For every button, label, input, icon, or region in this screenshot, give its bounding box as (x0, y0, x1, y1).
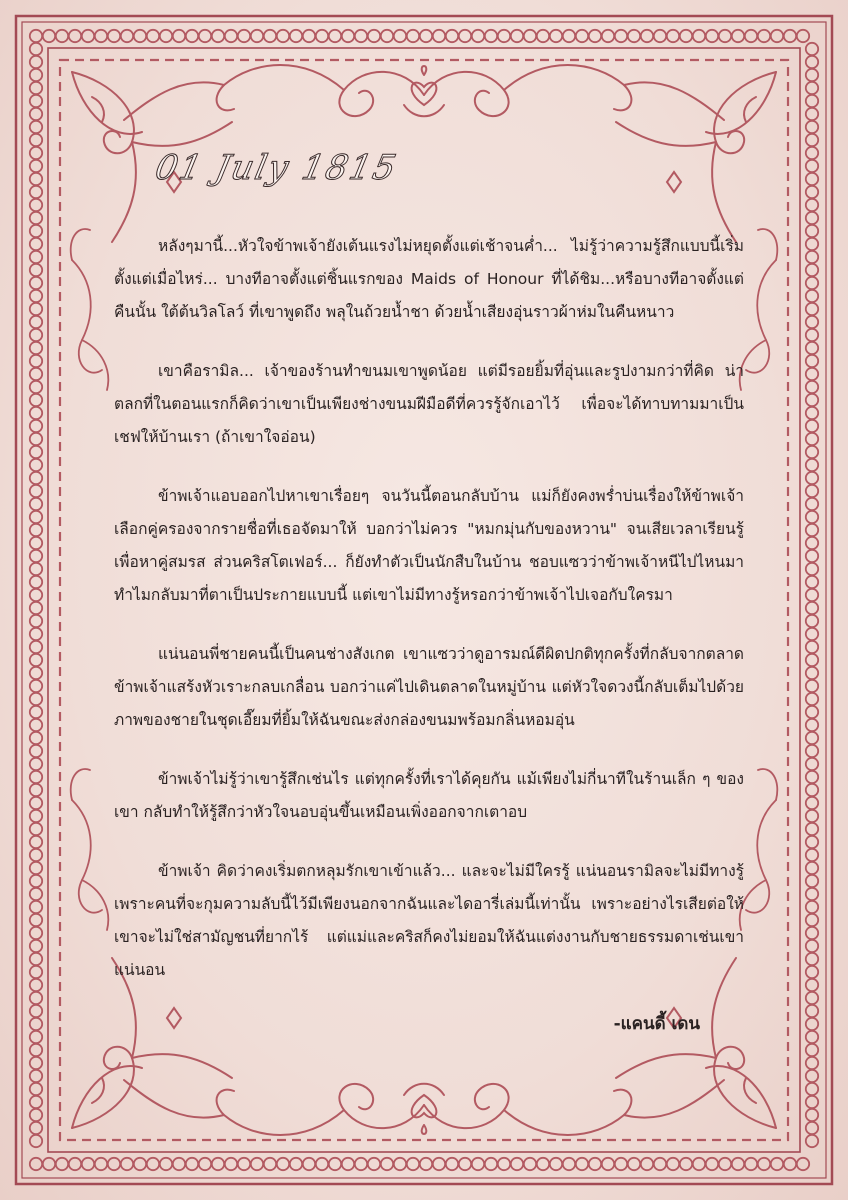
left-side-swirl-upper (71, 229, 109, 390)
left-side-swirl-lower (71, 769, 109, 930)
paragraph-1: หลังๆมานี้...หัวใจข้าพเจ้ายังเต้นแรงไม่หยุดตั้งแต่เช้าจนค่ำ... ไม่รู้ว่าความรู้สึกแบบนี้เริ่มตั้งแต่เมื่อไหร่... บางทีอาจตั้งแต่ชิ้นแรกของ Maids of Honour ที่ได้ชิม...หรือบางทีอาจตั้งแต่คืนนั้น ใต้ต้นวิลโลว์ ที่เขาพูดถึง พลุในถ้วยน้ำชา ด้วยน้ำเสียงอุ่นราวผ้าห่มในคืนหนาว (114, 237, 744, 321)
right-side-swirl-lower (740, 769, 778, 930)
signature: -แคนดี้ เดน (613, 1014, 700, 1034)
paragraph-2: เขาคือรามิล... เจ้าของร้านทำขนมเขาพูดน้อย แต่มีรอยยิ้มที่อุ่นและรูปงามกว่าที่คิด น่าตลกที่ในตอนแรกก็คิดว่าเขาเป็นเพียงช่างขนมฝีมือดีที่ควรรู้จักเอาไว้ เพื่อจะได้ทาบทามมาเป็นเชฟให้บ้านเรา (ถ้าเขาใจอ่อน) (114, 362, 744, 446)
paragraph-3: ข้าพเจ้าแอบออกไปหาเขาเรื่อยๆ จนวันนี้ตอนกลับบ้าน แม่ก็ยังคงพร่ำบ่นเรื่องให้ข้าพเจ้าเลือกคู่ครองจากรายชื่อที่เธอจัดมาให้ บอกว่าไม่ควร "หมกมุ่นกับของหวาน" จนเสียเวลาเรียนรู้เพื่อหาคู่สมรส ส่วนคริสโตเฟอร์... ก็ยังทำตัวเป็นนักสืบในบ้าน ชอบแซวว่าข้าพเจ้าหนีไปไหนมาทำไมกลับมาที่ตาเป็นประกายแบบนี้ แต่เขาไม่มีทางรู้หรอกว่าข้าพเจ้าไปเจอกับใครมา (114, 487, 744, 604)
corner-swirl-top-right (616, 72, 776, 242)
paragraph-5: ข้าพเจ้าไม่รู้ว่าเขารู้สึกเช่นไร แต่ทุกครั้งที่เราได้คุยกัน แม้เพียงไม่กี่นาทีในร้านเล็ก ๆ ของเขา กลับทำให้รู้สึกว่าหัวใจนอบอุ่นขึ้นเหมือนเพิ่งออกจากเตาอบ (114, 770, 744, 821)
letter-body (114, 230, 744, 1013)
diary-date: 01 July 1815 (151, 148, 402, 188)
top-flourish (124, 65, 724, 120)
paragraph-6: ข้าพเจ้า คิดว่าคงเริ่มตกหลุมรักเขาเข้าแล้ว... และจะไม่มีใครรู้ แน่นอนรามิลจะไม่มีทางรู้ เพราะคนที่จะกุมความลับนี้ไว้มีเพียงนอกจากฉันและไดอารี่เล่มนี้เท่านั้น เพราะอย่างไรเสียต่อให้เขาจะไม่ใช่สามัญชนที่ยากไร้ แต่แม่และคริสก็คงไม่ยอมให้ฉันแต่งงานกับชายธรรมดาเช่นเขาแน่นอน (114, 862, 744, 979)
bottom-flourish (124, 1080, 724, 1135)
paragraph-4: แน่นอนพี่ชายคนนี้เป็นคนช่างสังเกต เขาแซวว่าดูอารมณ์ดีผิดปกติทุกครั้งที่กลับจากตลาด ข้าพเจ้าแสร้งหัวเราะกลบเกลื่อน บอกว่าแค่ไปเดินตลาดในหมู่บ้าน แต่หัวใจดวงนี้กลับเต็มไปด้วยภาพของชายในชุดเอี๊ยมที่ยิ้มให้ฉันขณะส่งกล่องขนมพร้อมกลิ่นหอมอุ่น (114, 645, 744, 729)
right-side-swirl-upper (740, 229, 778, 390)
